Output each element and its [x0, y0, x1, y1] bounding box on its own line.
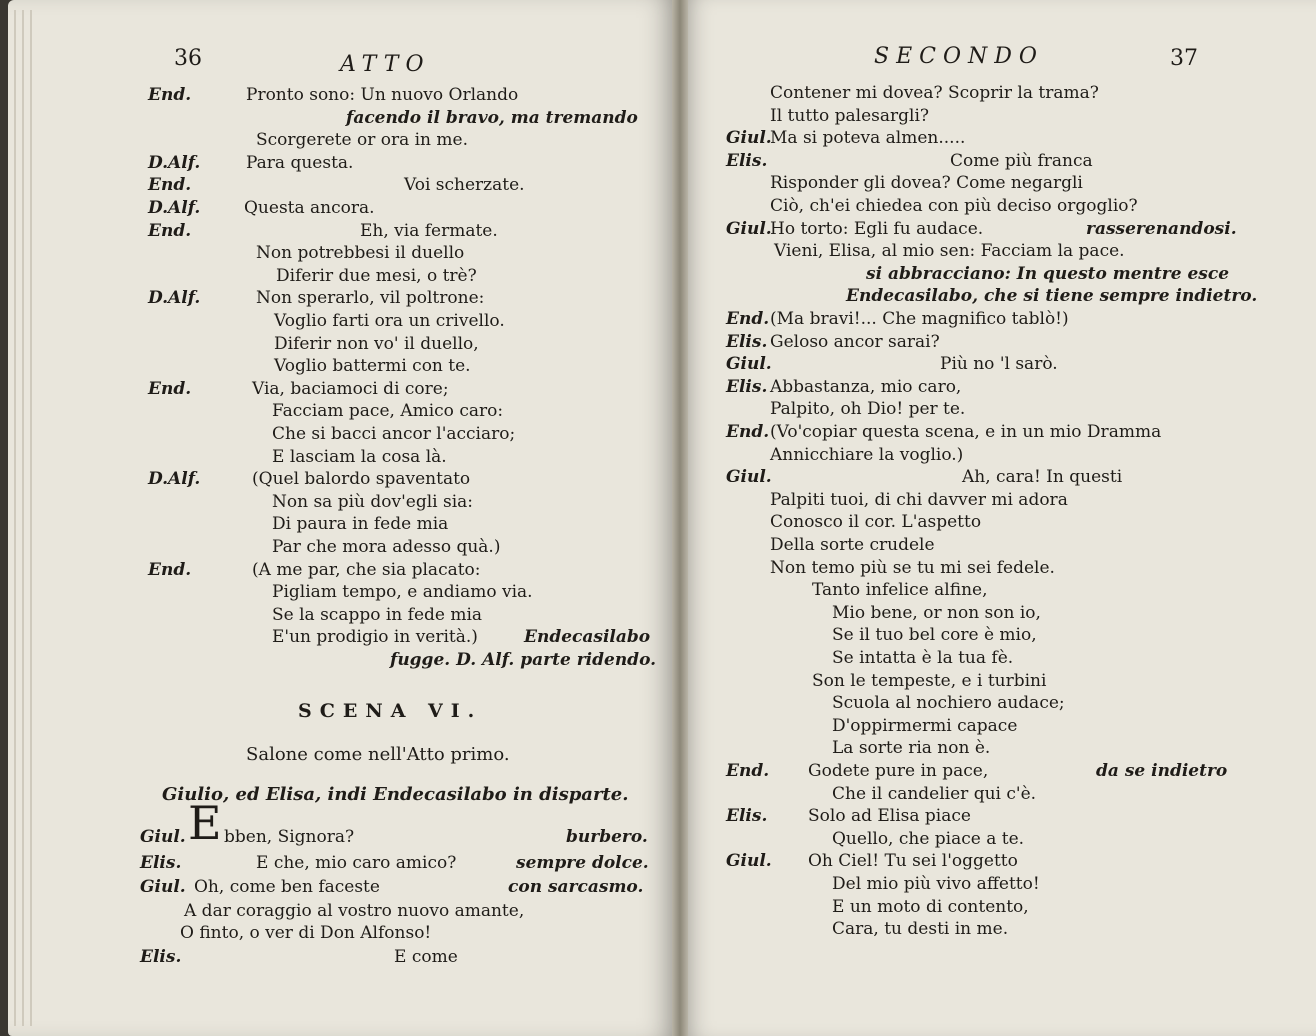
verse-line: Geloso ancor sarai?: [770, 331, 940, 352]
verse-line: Tanto infelice alfine,: [812, 580, 988, 601]
running-header: SECONDO: [874, 44, 1044, 69]
verse-line: Pronto sono: Un nuovo Orlando: [246, 85, 519, 105]
speaker-label: Giul.: [140, 877, 186, 897]
verse-line: E che, mio caro amico?: [256, 853, 457, 873]
page-number: 37: [1170, 46, 1198, 71]
verse-line: Come più franca: [950, 150, 1093, 171]
verse-line: Par che mora adesso quà.): [272, 537, 501, 557]
verse-line: Del mio più vivo affetto!: [832, 874, 1040, 894]
speaker-label: End.: [148, 559, 192, 580]
page-edge: [14, 10, 16, 1026]
verse-line: Che si bacci ancor l'acciaro;: [272, 424, 516, 444]
verse-line: Se il tuo bel core è mio,: [832, 625, 1037, 646]
verse-line: Facciam pace, Amico caro:: [272, 401, 504, 422]
verse-line: Scuola al nochiero audace;: [832, 693, 1065, 714]
verse-line: Conosco il cor. L'aspetto: [770, 512, 982, 533]
verse-line: Abbastanza, mio caro,: [770, 376, 962, 397]
speaker-label: D.Alf.: [148, 152, 201, 173]
verse-line: Quello, che piace a te.: [832, 828, 1025, 849]
verse-line: Oh Ciel! Tu sei l'oggetto: [808, 851, 1018, 872]
speaker-label: End.: [148, 85, 192, 105]
speaker-label: Elis.: [726, 150, 768, 171]
verse-line: Ah, cara! In questi: [962, 467, 1123, 488]
scene-setting: Salone come nell'Atto primo.: [246, 744, 510, 765]
verse-line: Diferir non vo' il duello,: [274, 333, 479, 354]
verse-line: Endecasilabo, che si tiene sempre indietro.: [846, 286, 1258, 307]
verse-line: Se la scappo in fede mia: [272, 604, 483, 625]
verse-line: D'oppirmermi capace: [832, 715, 1018, 736]
drop-capital: E: [188, 796, 222, 850]
speaker-label: End.: [148, 220, 192, 241]
speaker-label: Giul.: [726, 218, 772, 239]
verse-line: Contener mi dovea? Scoprir la trama?: [770, 83, 1099, 103]
verse-line: Palpito, oh Dio! per te.: [770, 399, 966, 420]
verse-line: (Vo'copiar questa scena, e in un mio Dramma: [770, 422, 1162, 442]
verse-line: Voglio battermi con te.: [274, 356, 471, 377]
verse-line: Più no 'l sarò.: [940, 354, 1058, 375]
verse-line: Voglio farti ora un crivello.: [274, 311, 505, 331]
verse-line: Il tutto palesargli?: [770, 105, 930, 126]
stage-direction: con sarcasmo.: [508, 877, 644, 897]
verse-line: Ho torto: Egli fu audace.: [770, 218, 984, 239]
stage-direction: burbero.: [566, 827, 648, 847]
scene-title: SCENA VI.: [298, 700, 483, 722]
speaker-label: D.Alf.: [148, 198, 201, 218]
verse-line: Pigliam tempo, e andiamo via.: [272, 582, 533, 603]
verse-line: Vieni, Elisa, al mio sen: Facciam la pace.: [774, 241, 1125, 262]
verse-line: Eh, via fermate.: [360, 220, 498, 241]
verse-line: Non sperarlo, vil poltrone:: [256, 288, 485, 309]
verse-line: Non sa più dov'egli sia:: [272, 491, 474, 512]
running-header: ATTO: [340, 52, 431, 77]
verse-line: Ciò, ch'ei chiedea con più deciso orgoglio?: [770, 196, 1138, 216]
page-number: 36: [174, 46, 202, 71]
verse-line: Via, baciamoci di core;: [252, 378, 449, 399]
verse-line: fugge. D. Alf. parte ridendo.: [390, 650, 657, 670]
verse-line: (A me par, che sia placato:: [252, 559, 481, 580]
verse-line: E un moto di contento,: [832, 896, 1029, 917]
verse-line: (Quel balordo spaventato: [252, 469, 471, 490]
book-gutter: [672, 0, 688, 1036]
verse-line: La sorte ria non è.: [832, 738, 991, 759]
speaker-label: End.: [726, 309, 770, 329]
verse-line: Ma si poteva almen.....: [770, 128, 966, 149]
verse-line: (Ma bravi!... Che magnifico tablò!): [770, 309, 1069, 329]
speaker-label: Giul.: [726, 354, 772, 375]
speaker-label: D.Alf.: [148, 469, 201, 490]
scene-characters: Giulio, ed Elisa, indi Endecasilabo in disparte.: [162, 784, 629, 805]
verse-line: Della sorte crudele: [770, 535, 935, 555]
speaker-label: End.: [726, 422, 770, 442]
verse-line: A dar coraggio al vostro nuovo amante,: [184, 901, 525, 921]
verse-line: Voi scherzate.: [404, 175, 525, 196]
speaker-label: Giul.: [140, 827, 186, 847]
speaker-label: End.: [726, 761, 770, 781]
speaker-label: End.: [148, 378, 192, 399]
verse-line: Palpiti tuoi, di chi davver mi adora: [770, 489, 1068, 510]
verse-line: Diferir due mesi, o trè?: [276, 265, 477, 286]
verse-line: Solo ad Elisa piace: [808, 806, 971, 827]
verse-line: Risponder gli dovea? Come negargli: [770, 173, 1083, 194]
verse-line: Che il candelier qui c'è.: [832, 783, 1037, 804]
speaker-label: Giul.: [726, 851, 772, 872]
verse-line: Son le tempeste, e i turbini: [812, 670, 1047, 691]
page-edge: [30, 10, 32, 1026]
verse-line: Non temo più se tu mi sei fedele.: [770, 557, 1055, 578]
verse-line: Cara, tu desti in me.: [832, 919, 1009, 940]
speaker-label: Giul.: [726, 128, 772, 149]
verse-line: E'un prodigio in verità.): [272, 627, 478, 648]
stage-direction: da se indietro: [1096, 761, 1228, 781]
speaker-label: Elis.: [726, 376, 768, 397]
verse-line: Annicchiare la voglio.): [770, 444, 964, 465]
verse-line: E come: [394, 947, 458, 967]
verse-line: bben, Signora?: [224, 827, 355, 847]
verse-line: Para questa.: [246, 152, 354, 173]
verse-line: Oh, come ben faceste: [194, 877, 380, 897]
verse-line: E lasciam la cosa là.: [272, 446, 447, 467]
speaker-label: Elis.: [140, 853, 182, 873]
verse-line: si abbracciano: In questo mentre esce: [866, 263, 1230, 284]
speaker-label: Elis.: [140, 947, 182, 967]
verse-line: Se intatta è la tua fè.: [832, 648, 1014, 668]
stage-direction: Endecasilabo: [524, 627, 651, 648]
verse-line: Scorgerete or ora in me.: [256, 130, 468, 151]
verse-line: O finto, o ver di Don Alfonso!: [180, 923, 432, 943]
stage-direction: rasserenandosi.: [1086, 218, 1237, 239]
speaker-label: D.Alf.: [148, 288, 201, 309]
speaker-label: End.: [148, 175, 192, 196]
verse-line: Di paura in fede mia: [272, 514, 449, 535]
speaker-label: Elis.: [726, 806, 768, 827]
verse-line: Mio bene, or non son io,: [832, 602, 1041, 623]
verse-line: Non potrebbesi il duello: [256, 243, 465, 264]
stage-direction: sempre dolce.: [516, 853, 649, 873]
verse-line: facendo il bravo, ma tremando: [346, 107, 638, 128]
page-edge: [22, 10, 24, 1026]
speaker-label: Elis.: [726, 331, 768, 352]
speaker-label: Giul.: [726, 467, 772, 488]
verse-line: Godete pure in pace,: [808, 761, 989, 781]
verse-line: Questa ancora.: [244, 198, 375, 218]
